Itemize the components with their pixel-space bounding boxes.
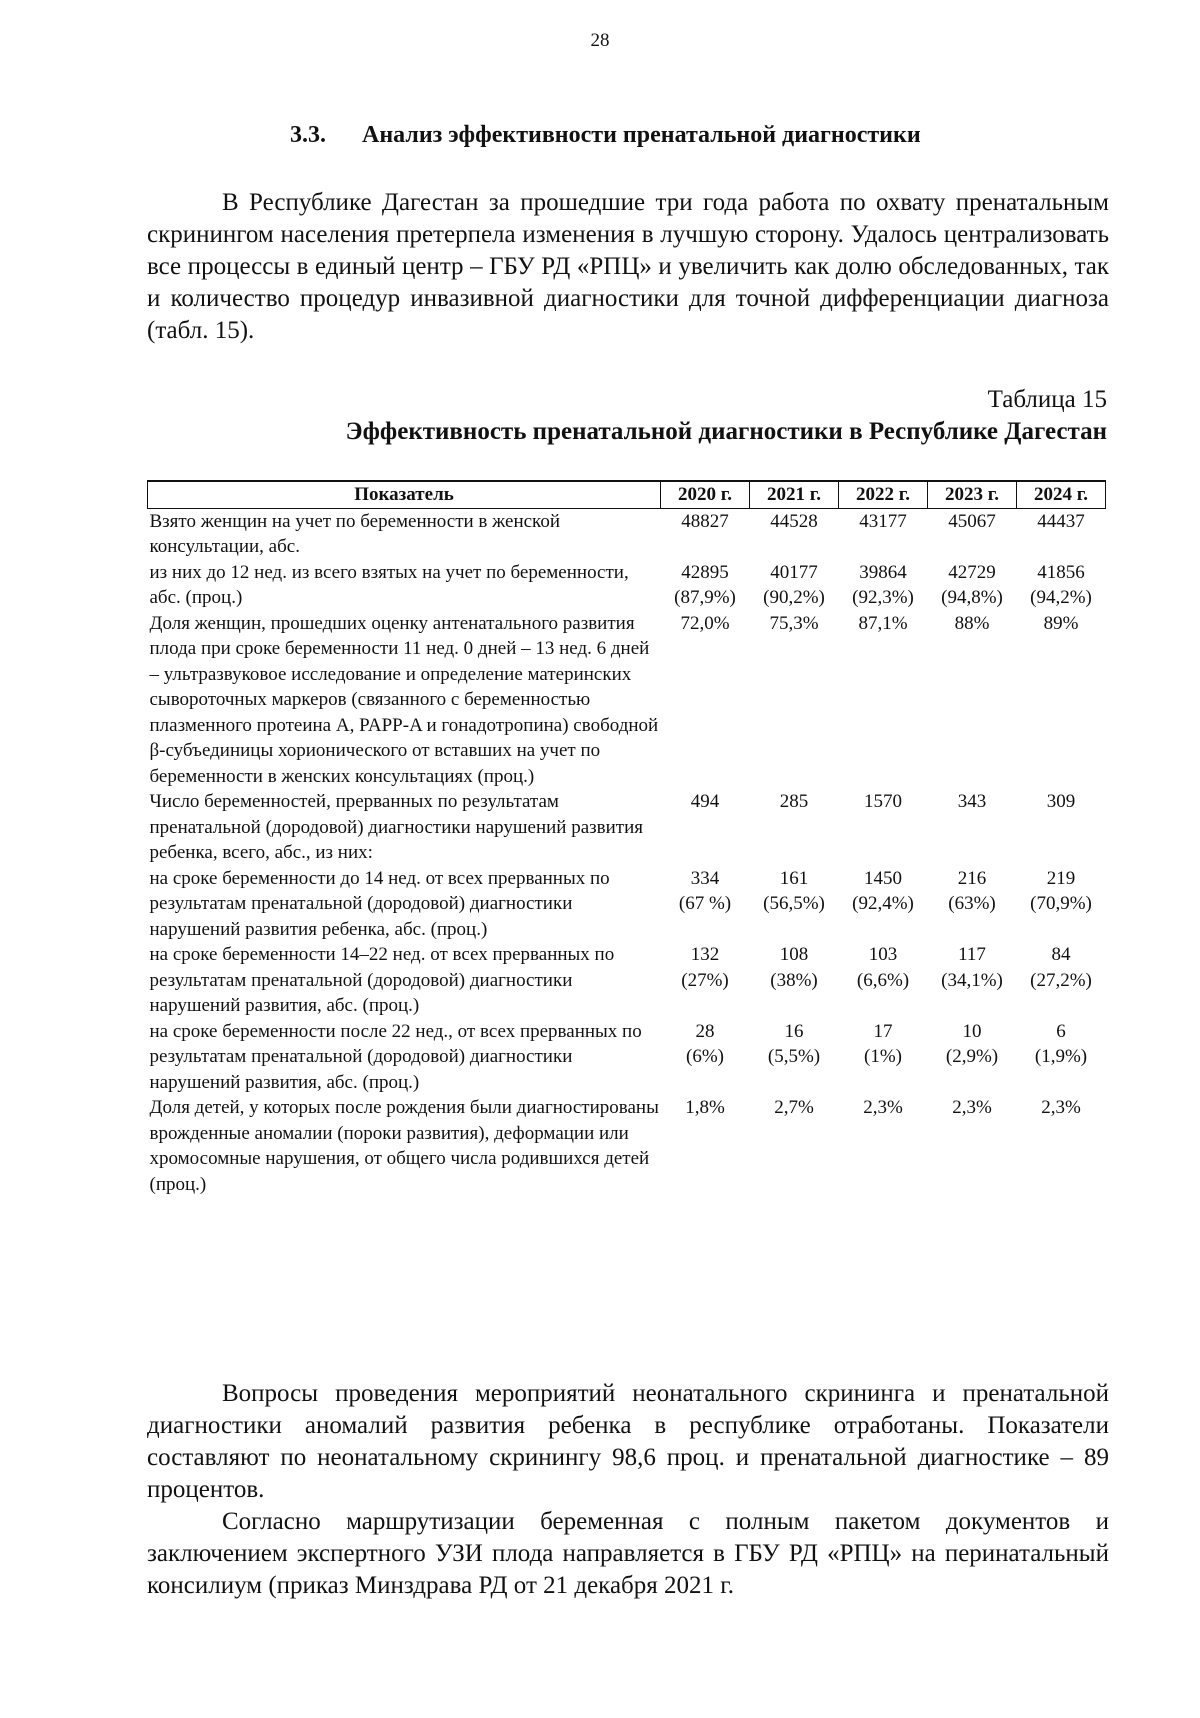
cell-percent: (6,6%) xyxy=(856,969,910,991)
cell-2021 xyxy=(750,942,839,1019)
table-row xyxy=(148,1095,1106,1197)
cell-2020 xyxy=(661,560,750,611)
table-body xyxy=(148,508,1106,1197)
cell-value: 45067 xyxy=(948,510,996,532)
row-label: Число беременностей, прерванных по результатам пренатальной (дородовой) диагностики нарушений развития ребенка, всего, абс., из них: xyxy=(149,791,643,863)
cell-2020 xyxy=(661,789,750,866)
cell-2024 xyxy=(1017,611,1106,790)
table-label: Таблица 15 xyxy=(987,386,1107,413)
table-row xyxy=(148,789,1106,866)
cell-value: 44437 xyxy=(1037,510,1085,532)
cell-value: 17 xyxy=(873,1020,893,1042)
cell-value: 72,0% xyxy=(680,612,730,634)
cell-value: 117 xyxy=(958,944,986,965)
cell-2022 xyxy=(839,560,928,611)
row-label: Доля женщин, прошедших оценку антенатального развития плода при сроке беременности 11 нед. 0 дней – 13 нед. 6 дней – ультразвуковое исследование и определение материнских сывороточных маркеров (связанного с беременностью плазменного протеина А, PAPP-A и гонадотропина) свободной β-субъединицы хорионического от вставших на учет по беременности в женских консультациях (проц.) xyxy=(149,612,659,787)
cell-value: 44528 xyxy=(770,510,818,532)
cell-2021 xyxy=(750,789,839,866)
cell-2021 xyxy=(750,1019,839,1096)
cell-percent: (70,9%) xyxy=(1030,893,1092,914)
cell-2022 xyxy=(839,1019,928,1096)
row-label: на сроке беременности после 22 нед., от всех прерванных по результатам пренатальной (дородовой) диагностики нарушений развития, абс. (проц.) xyxy=(149,1020,642,1093)
table-row xyxy=(148,560,1106,611)
table-row xyxy=(148,1019,1106,1096)
cell-value: 39864 xyxy=(859,561,907,583)
table-row xyxy=(148,866,1106,943)
cell-value: 103 xyxy=(868,944,898,965)
cell-percent: (92,3%) xyxy=(852,587,914,608)
intro-paragraph: В Республике Дагестан за прошедшие три года работа по охвату пренатальным скринингом населения претерпела изменения в лучшую сторону. Удалось централизовать все процессы в единый центр – ГБУ РД «РПЦ» и увеличить как долю обследованных, так и количество процедур инвазивной диагностики для точной дифференциации диагноза (табл. 15). xyxy=(147,189,1109,344)
cell-percent: (1%) xyxy=(864,1046,902,1067)
cell-percent: (38%) xyxy=(770,969,818,991)
cell-value: 216 xyxy=(957,867,987,889)
cell-2022 xyxy=(839,508,928,560)
cell-value: 75,3% xyxy=(769,612,819,634)
cell-2022 xyxy=(839,942,928,1019)
cell-2023 xyxy=(928,508,1017,560)
row-label: на сроке беременности 14–22 нед. от всех прерванных по результатам пренатальной (дородовой) диагностики нарушений развития, абс. (проц.) xyxy=(149,944,615,1016)
cell-2024 xyxy=(1017,1019,1106,1096)
cell-2023 xyxy=(928,1019,1017,1096)
row-label: на сроке беременности до 14 нед. от всех прерванных по результатам пренатальной (дородовой) диагностики нарушений развития ребенка, абс. (проц.) xyxy=(149,867,610,940)
cell-percent: (2,9%) xyxy=(945,1046,999,1067)
section-heading: Анализ эффективности пренатальной диагностики xyxy=(362,122,921,148)
row-label: Взято женщин на учет по беременности в женской консультации, абс. xyxy=(149,510,560,557)
cell-2021 xyxy=(750,1095,839,1197)
cell-2021 xyxy=(750,611,839,790)
cell-2020 xyxy=(661,1019,750,1096)
section-title xyxy=(290,122,921,149)
cell-value: 494 xyxy=(690,791,720,812)
cell-2022 xyxy=(839,611,928,790)
cell-percent: (27%) xyxy=(681,969,729,991)
data-table xyxy=(147,480,1106,1197)
cell-value: 6 xyxy=(1056,1020,1066,1042)
cell-value: 48827 xyxy=(681,510,729,532)
cell-value: 161 xyxy=(779,867,809,889)
paragraph-screening: Вопросы проведения мероприятий неонатального скрининга и пренатальной диагностики аномалий развития ребенка в республике отработаны. Показатели составляют по неонатальному скринингу 98,6 проц. и пренатальной диагностике – 89 процентов. xyxy=(147,1380,1109,1503)
page-number: 28 xyxy=(590,30,610,51)
cell-percent: (94,2%) xyxy=(1030,587,1092,608)
paragraph-routing: Согласно маршрутизации беременная с полным пакетом документов и заключением экспертного УЗИ плода направляется в ГБУ РД «РПЦ» на перинатальный консилиум (приказ Минздрава РД от 21 декабря 2021 г. xyxy=(147,1508,1109,1599)
header-year-2022: 2022 г. xyxy=(839,481,928,508)
cell-value: 2,7% xyxy=(774,1097,814,1118)
cell-2024 xyxy=(1017,560,1106,611)
table-title: Эффективность пренатальной диагностики в Республике Дагестан xyxy=(345,418,1107,445)
cell-value: 88% xyxy=(954,612,990,634)
cell-value: 42729 xyxy=(948,561,996,583)
cell-value: 219 xyxy=(1046,867,1076,889)
header-year-2023: 2023 г. xyxy=(928,481,1017,508)
cell-value: 343 xyxy=(957,791,987,812)
cell-value: 1450 xyxy=(864,867,902,889)
cell-2020 xyxy=(661,611,750,790)
cell-value: 40177 xyxy=(770,561,818,583)
table-header-row xyxy=(148,481,1106,508)
cell-percent: (5,5%) xyxy=(767,1046,821,1067)
cell-percent: (63%) xyxy=(948,893,996,914)
cell-2024 xyxy=(1017,508,1106,560)
row-label: Доля детей, у которых после рождения были диагностированы врожденные аномалии (пороки развития), деформации или хромосомные нарушения, от общего числа родившихся детей (проц.) xyxy=(149,1097,659,1195)
cell-2020 xyxy=(661,508,750,560)
cell-value: 87,1% xyxy=(858,612,908,634)
cell-2024 xyxy=(1017,1095,1106,1197)
cell-2022 xyxy=(839,1095,928,1197)
cell-2023 xyxy=(928,1095,1017,1197)
cell-2022 xyxy=(839,789,928,866)
cell-value: 16 xyxy=(784,1020,804,1042)
cell-value: 41856 xyxy=(1037,561,1085,583)
cell-2023 xyxy=(928,611,1017,790)
cell-2023 xyxy=(928,560,1017,611)
cell-percent: (1,9%) xyxy=(1034,1046,1088,1067)
cell-value: 2,3% xyxy=(1041,1097,1081,1118)
cell-value: 2,3% xyxy=(863,1097,903,1118)
row-label: из них до 12 нед. из всего взятых на учет по беременности, абс. (проц.) xyxy=(149,561,629,608)
cell-value: 89% xyxy=(1043,612,1079,634)
cell-2024 xyxy=(1017,942,1106,1019)
cell-percent: (67 %) xyxy=(678,893,732,914)
cell-percent: (90,2%) xyxy=(763,587,825,608)
cell-value: 1,8% xyxy=(685,1097,725,1118)
cell-value: 2,3% xyxy=(952,1097,992,1118)
section-number: 3.3. xyxy=(290,122,326,148)
cell-value: 132 xyxy=(690,944,720,965)
cell-value: 334 xyxy=(690,867,720,889)
cell-percent: (27,2%) xyxy=(1030,969,1092,991)
cell-2023 xyxy=(928,789,1017,866)
table-row xyxy=(148,611,1106,790)
cell-value: 1570 xyxy=(864,791,902,812)
cell-value: 108 xyxy=(779,944,809,965)
cell-2022 xyxy=(839,866,928,943)
cell-value: 285 xyxy=(779,791,809,812)
cell-value: 42895 xyxy=(681,561,729,583)
header-year-2024: 2024 г. xyxy=(1017,481,1106,508)
cell-percent: (87,9%) xyxy=(674,587,736,608)
header-year-2021: 2021 г. xyxy=(750,481,839,508)
cell-value: 10 xyxy=(962,1020,982,1042)
cell-2021 xyxy=(750,560,839,611)
cell-2020 xyxy=(661,866,750,943)
header-year-2020: 2020 г. xyxy=(661,481,750,508)
cell-percent: (6%) xyxy=(686,1046,724,1067)
cell-value: 28 xyxy=(695,1020,715,1042)
table-row xyxy=(148,508,1106,560)
cell-value: 309 xyxy=(1046,791,1076,812)
header-indicator: Показатель xyxy=(148,481,661,508)
cell-2023 xyxy=(928,942,1017,1019)
table-row xyxy=(148,942,1106,1019)
cell-2024 xyxy=(1017,866,1106,943)
cell-2020 xyxy=(661,942,750,1019)
cell-value: 43177 xyxy=(859,510,907,532)
cell-2024 xyxy=(1017,789,1106,866)
cell-2021 xyxy=(750,866,839,943)
cell-value: 84 xyxy=(1051,944,1071,965)
cell-2021 xyxy=(750,508,839,560)
cell-percent: (94,8%) xyxy=(941,587,1003,608)
cell-percent: (34,1%) xyxy=(941,969,1003,991)
cell-2020 xyxy=(661,1095,750,1197)
cell-percent: (56,5%) xyxy=(763,893,825,914)
cell-percent: (92,4%) xyxy=(852,893,914,914)
cell-2023 xyxy=(928,866,1017,943)
